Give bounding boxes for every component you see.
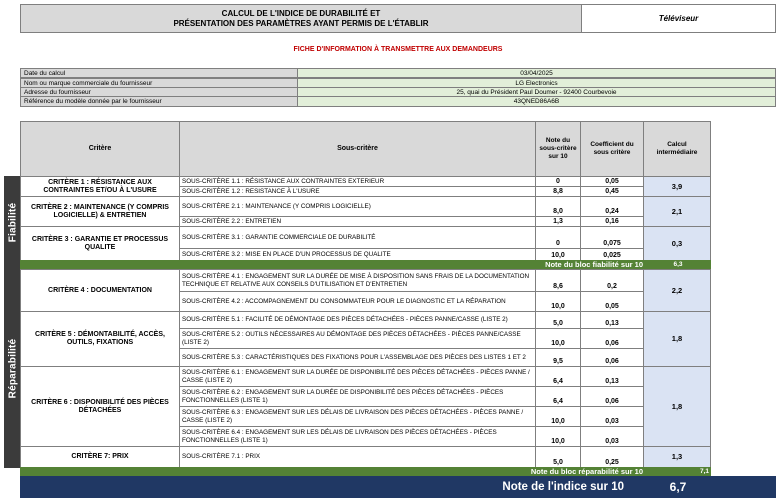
subcriterion-note: 8,6 [535,269,581,292]
subcriterion-note: 6,4 [535,386,581,407]
header-title [20,4,582,33]
column-header-calcul: Calcul intermédiaire [643,121,711,177]
subcriterion-coef: 0,03 [580,426,644,447]
subcriterion-coef: 0,13 [580,311,644,329]
block-label-reparabilite: Réparabilité [4,268,21,468]
subcriterion-name: SOUS-CRITÈRE 3.1 : GARANTIE COMMERCIALE DE DURABILITÉ [179,226,536,249]
subcriterion-coef: 0,25 [580,446,644,468]
subcriterion-coef: 0,05 [580,291,644,312]
indice-label: Note de l'indice sur 10 [502,481,624,493]
subcriterion-name: SOUS-CRITÈRE 1.2 : RESISTANCE À L'USURE [179,186,536,197]
header-title-line1: CALCUL DE L'INDICE DE DURABILITÉ ET [221,8,381,18]
subcriterion-note: 10,0 [535,426,581,447]
subcriterion-name: SOUS-CRITÈRE 5.1 : FACILITÉ DE DÉMONTAGE DES PIÈCES DÉTACHÉES - PIÈCES PANNE/CASSE (LISTE 2) [179,311,536,329]
criterion-name: CRITÈRE 6 : DISPONIBILITÉ DES PIÈCES DÉTACHÉES [20,366,180,447]
subcriterion-coef: 0,16 [580,216,644,227]
subcriterion-note: 5,0 [535,311,581,329]
info-value: 25, quai du Président Paul Doumer - 92400 Courbevoie [297,87,776,97]
subcriterion-coef: 0,025 [580,248,644,261]
criterion-name: CRITÈRE 4 : DOCUMENTATION [20,269,180,312]
total-reparabilite-label: Note du bloc réparabilité sur 10 [20,467,645,476]
subcriterion-name: SOUS-CRITÈRE 6.1 : ENGAGEMENT SUR LA DURÉE DE DISPONIBILITÉ DES PIÈCES DÉTACHÉES - PIÈCES PANNE / CASSE (LISTE 2) [179,366,536,387]
subcriterion-note: 9,5 [535,348,581,367]
subcriterion-note: 10,0 [535,248,581,261]
criterion-name: CRITÈRE 5 : DÉMONTABILITÉ, ACCÈS, OUTILS, FIXATIONS [20,311,180,367]
subcriterion-name: SOUS-CRITÈRE 6.2 : ENGAGEMENT SUR LA DURÉE DE DISPONIBILITÉ DES PIÈCES DÉTACHÉES - PIÈCES FONCTIONNELLES (LISTE 1) [179,386,536,407]
subcriterion-coef: 0,2 [580,269,644,292]
subcriterion-note: 5,0 [535,446,581,468]
criterion-name: CRITÈRE 2 : MAINTENANCE (Y COMPRIS LOGICIELLE) & ENTRETIEN [20,196,180,227]
total-fiabilite-label: Note du bloc fiabilité sur 10 [20,260,645,269]
subcriterion-note: 10,0 [535,291,581,312]
indice-value: 6,7 [669,480,687,494]
subcriterion-name: SOUS-CRITÈRE 4.1 : ENGAGEMENT SUR LA DURÉE DE MISE À DISPOSITION SANS FRAIS DE LA DOCUMENTATION TECHNIQUE ET RELATIVE AUX CONSEILS D'UTILISATION ET D'ENTRETIEN [179,269,536,292]
criterion-calc: 2,1 [643,196,711,227]
subcriterion-name: SOUS-CRITÈRE 2.2 : ENTRETIEN [179,216,536,227]
subcriterion-name: SOUS-CRITÈRE 3.2 : MISE EN PLACE D'UN PROCESSUS DE QUALITE [179,248,536,261]
criterion-calc: 3,9 [643,176,711,197]
info-label: Adresse du fournisseur [20,87,298,97]
subcriterion-note: 0 [535,226,581,249]
criterion-calc: 1,8 [643,311,711,367]
subcriterion-coef: 0,24 [580,196,644,217]
criterion-name: CRITÈRE 1 : RÉSISTANCE AUX CONTRAINTES ET/OU À L'USURE [20,176,180,197]
subcriterion-coef: 0,06 [580,348,644,367]
subcriterion-name: SOUS-CRITÈRE 6.4 : ENGAGEMENT SUR LES DÉLAIS DE LIVRAISON DES PIÈCES DÉTACHÉES - PIÈCES FONCTIONNELLES (LISTE 1) [179,426,536,447]
subcriterion-coef: 0,03 [580,406,644,427]
criterion-calc: 2,2 [643,269,711,312]
column-header-coef: Coefficient du sous critère [580,121,644,177]
subcriterion-note: 1,3 [535,216,581,227]
subcriterion-coef: 0,075 [580,226,644,249]
info-value: LG Electronics [297,78,776,88]
subcriterion-name: SOUS-CRITÈRE 7.1 : PRIX [179,446,536,468]
header-title-line2: PRÉSENTATION DES PARAMÈTRES AYANT PERMIS DE L'ÉTABLIR [173,18,429,28]
total-reparabilite-value: 7,1 [645,467,711,476]
info-label: Référence du modèle donnée par le fournisseur [20,96,298,107]
subtitle: FICHE D'INFORMATION À TRANSMETTRE AUX DEMANDEURS [293,45,503,53]
subcriterion-name: SOUS-CRITÈRE 4.2 : ACCOMPAGNEMENT DU CONSOMMATEUR POUR LE DIAGNOSTIC ET LA RÉPARATION [179,291,536,312]
subcriterion-note: 6,4 [535,366,581,387]
block-label-fiabilite: Fiabilité [4,176,21,268]
criterion-calc: 1,8 [643,366,711,447]
info-label: Nom ou marque commerciale du fournisseur [20,78,298,88]
criterion-name: CRITÈRE 7: PRIX [20,446,180,468]
subcriterion-coef: 0,06 [580,386,644,407]
info-value: 43QNED86A6B [297,96,776,107]
total-fiabilite-value: 6,3 [645,260,711,269]
subcriterion-name: SOUS-CRITÈRE 1.1 : RÉSISTANCE AUX CONTRAINTES EXTERIEUR [179,176,536,187]
subcriterion-name: SOUS-CRITÈRE 5.2 : OUTILS NÉCESSAIRES AU DÉMONTAGE DES PIÈCES DÉTACHÉES - PIÈCES PANNE/CASSE (LISTE 2) [179,328,536,349]
subcriterion-coef: 0,45 [580,186,644,197]
subcriterion-coef: 0,06 [580,328,644,349]
subcriterion-note: 8,0 [535,196,581,217]
subcriterion-note: 0 [535,176,581,187]
product-type: Téléviseur [581,4,776,33]
criterion-calc: 0,3 [643,226,711,261]
criterion-name: CRITÈRE 3 : GARANTIE ET PROCESSUS QUALITE [20,226,180,261]
subcriterion-note: 8,8 [535,186,581,197]
info-value: 03/04/2025 [297,68,776,78]
subcriterion-name: SOUS-CRITÈRE 5.3 : CARACTÉRISTIQUES DES FIXATIONS POUR L'ASSEMBLAGE DES PIÈCES DES LISTES 1 ET 2 [179,348,536,367]
subcriterion-note: 10,0 [535,328,581,349]
subcriterion-coef: 0,05 [580,176,644,187]
subcriterion-name: SOUS-CRITÈRE 2.1 : MAINTENANCE (Y COMPRIS LOGICIELLE) [179,196,536,217]
info-label: Date du calcul [20,68,298,78]
subcriterion-coef: 0,13 [580,366,644,387]
subcriterion-name: SOUS-CRITÈRE 6.3 : ENGAGEMENT SUR LES DÉLAIS DE LIVRAISON DES PIÈCES DÉTACHÉES - PIÈCES PANNE / CASSE (LISTE 2) [179,406,536,427]
column-header-sous-critere: Sous-critère [179,121,536,177]
column-header-note: Note du sous-critère sur 10 [535,121,581,177]
column-header-critere: Critère [20,121,180,177]
criterion-calc: 1,3 [643,446,711,468]
subcriterion-note: 10,0 [535,406,581,427]
